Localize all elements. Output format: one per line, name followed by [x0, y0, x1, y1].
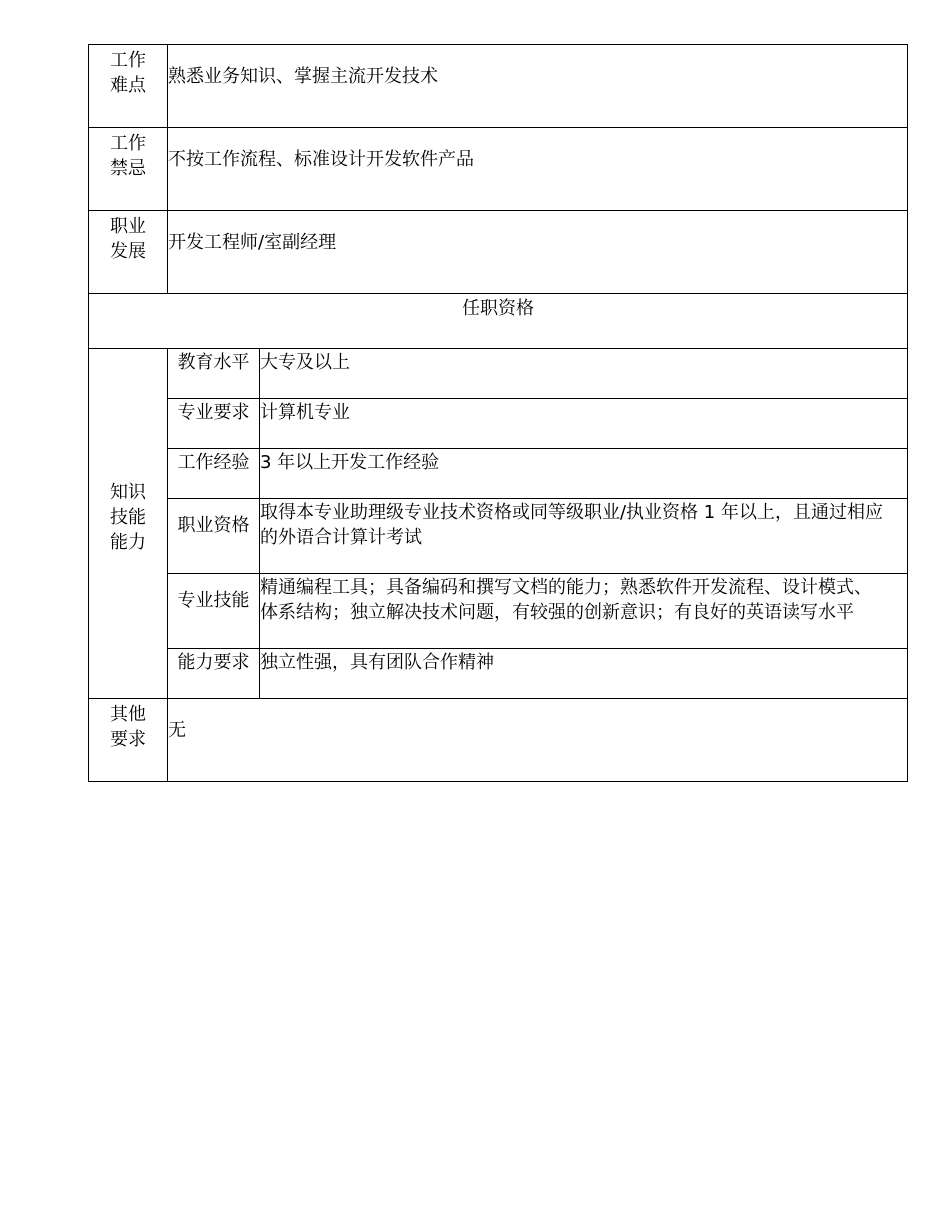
career-value: 开发工程师/室副经理	[168, 211, 908, 294]
qualification-row	[89, 649, 908, 699]
skills-value: 精通编程工具；具备编码和撰写文档的能力；熟悉软件开发流程、设计模式、体系结构；独立解决技术问题，有较强的创新意识；有良好的英语读写水平	[260, 574, 908, 649]
certification-label: 职业资格	[168, 499, 260, 574]
education-label: 教育水平	[168, 349, 260, 399]
education-value: 大专及以上	[260, 349, 908, 399]
taboo-row	[89, 128, 908, 211]
qualification-row	[89, 399, 908, 449]
qualification-row	[89, 574, 908, 649]
career-label: 职业 发展	[89, 211, 168, 294]
difficulty-value: 熟悉业务知识、掌握主流开发技术	[168, 45, 908, 128]
other-value: 无	[168, 699, 908, 782]
difficulty-row	[89, 45, 908, 128]
qualification-row	[89, 349, 908, 399]
qualifications-title: 任职资格	[89, 294, 908, 349]
ability-value: 独立性强，具有团队合作精神	[260, 649, 908, 699]
other-label: 其他 要求	[89, 699, 168, 782]
skills-label: 专业技能	[168, 574, 260, 649]
certification-value: 取得本专业助理级专业技术资格或同等级职业/执业资格 1 年以上，且通过相应的外语合计算计考试	[260, 499, 908, 574]
difficulty-label: 工作 难点	[89, 45, 168, 128]
experience-value: 3 年以上开发工作经验	[260, 449, 908, 499]
other-row	[89, 699, 908, 782]
ability-label: 能力要求	[168, 649, 260, 699]
qualification-row	[89, 449, 908, 499]
major-value: 计算机专业	[260, 399, 908, 449]
taboo-label: 工作 禁忌	[89, 128, 168, 211]
qualification-row	[89, 499, 908, 574]
major-label: 专业要求	[168, 399, 260, 449]
career-row	[89, 211, 908, 294]
taboo-value: 不按工作流程、标准设计开发软件产品	[168, 128, 908, 211]
knowledge-skill-ability-label: 知识 技能 能力	[89, 349, 168, 699]
experience-label: 工作经验	[168, 449, 260, 499]
job-description-table	[88, 44, 908, 782]
qualifications-header-row	[89, 294, 908, 349]
